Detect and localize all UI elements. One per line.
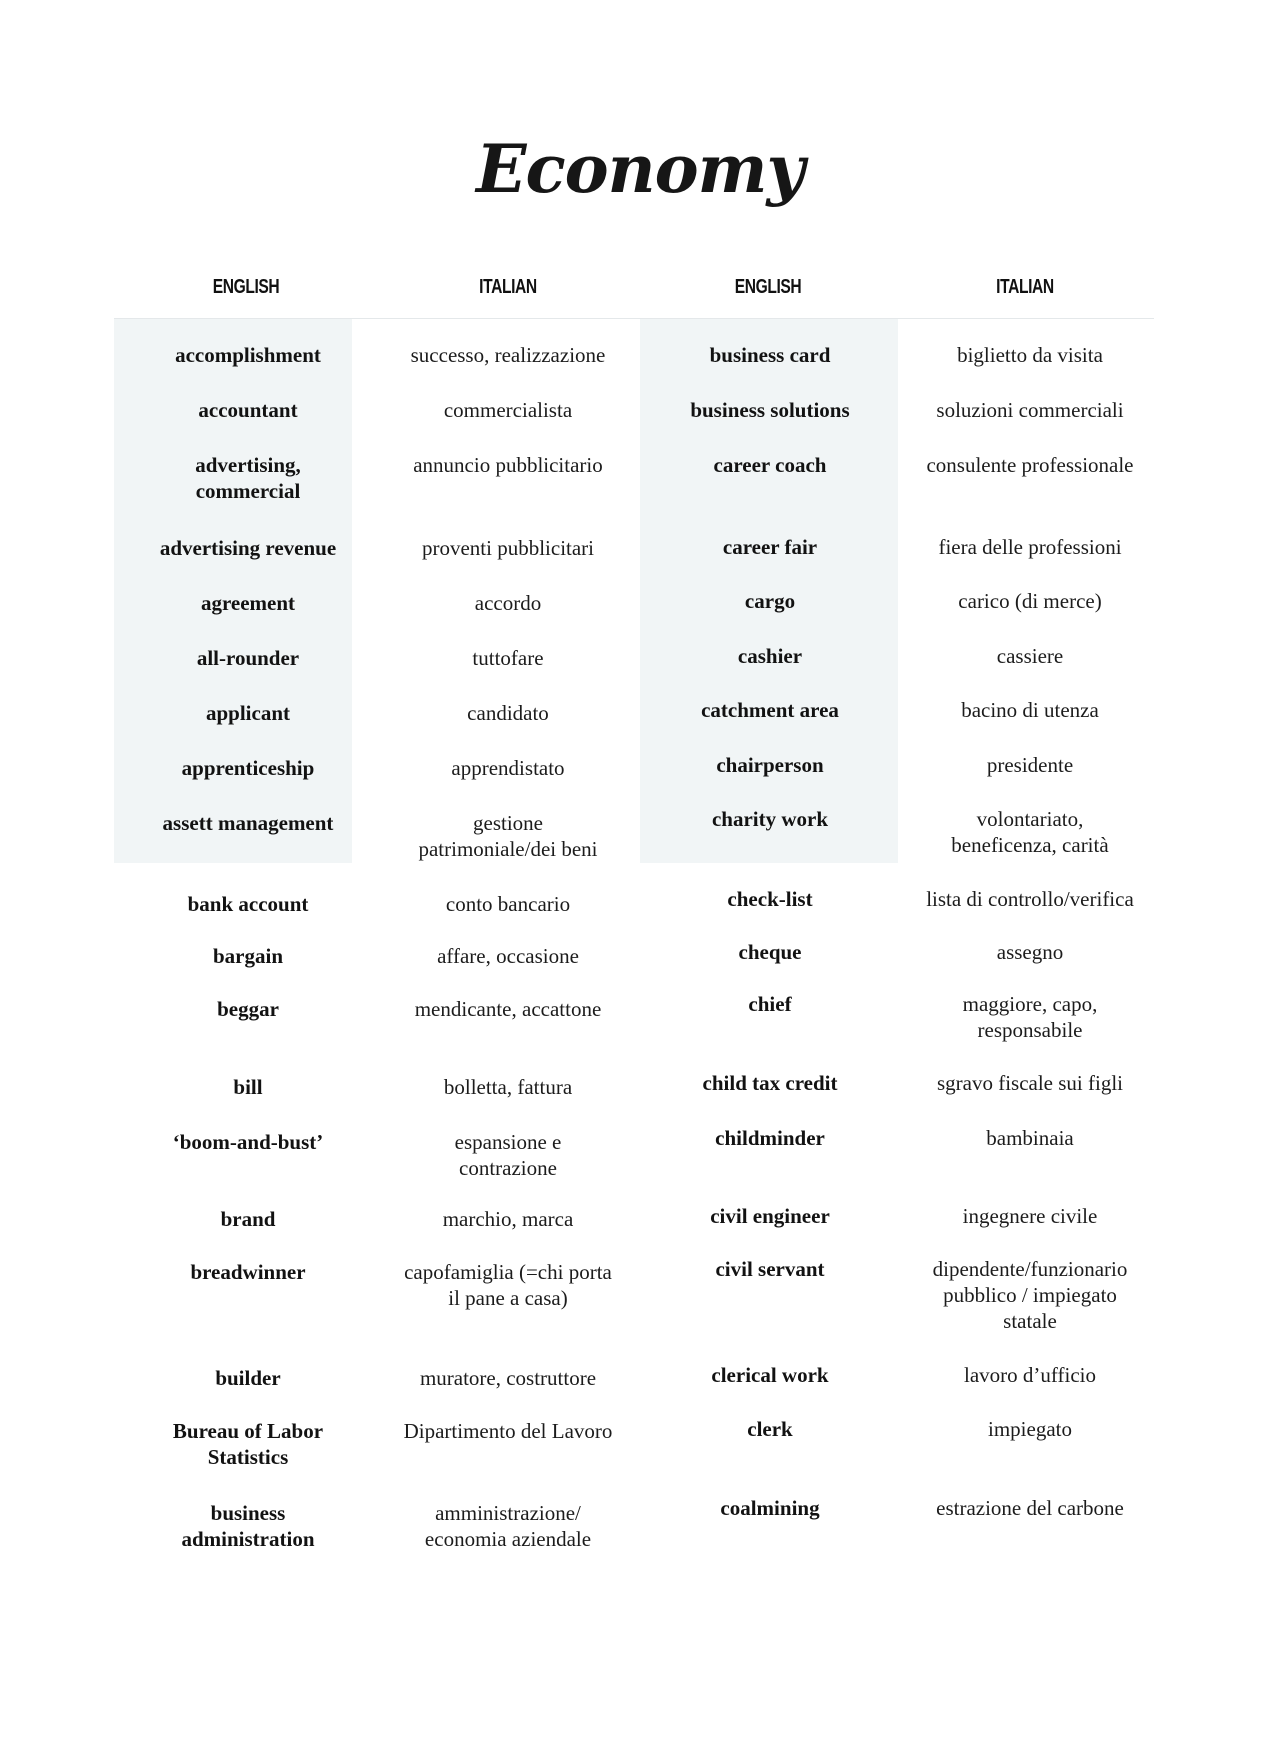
english-term: career coach [713, 453, 827, 477]
italian-translation: Dipartimento del Lavoro [403, 1419, 613, 1443]
italian-translation: muratore, costruttore [419, 1366, 597, 1390]
italian-translation: marchio, marca [442, 1207, 574, 1231]
english-term: business card [709, 343, 831, 367]
english-term: chairperson [716, 753, 824, 777]
english-term: bill [233, 1075, 263, 1099]
italian-translation: accordo [474, 591, 542, 615]
header-english-right: ENGLISH [734, 276, 802, 298]
header-english-left: ENGLISH [212, 276, 280, 298]
english-term: breadwinner [190, 1260, 306, 1284]
italian-translation: proventi pubblicitari [421, 536, 595, 560]
english-term: childminder [715, 1126, 825, 1150]
header-divider [114, 318, 1154, 319]
italian-translation: tuttofare [472, 646, 544, 670]
english-term: accountant [198, 398, 298, 422]
english-term: applicant [205, 701, 291, 725]
italian-translation: candidato [467, 701, 549, 725]
italian-translation: successo, realizzazione [410, 343, 606, 367]
italian-translation: volontariato, beneficenza, carità [951, 807, 1109, 857]
english-term: bank account [187, 892, 309, 916]
italian-translation: amministrazione/ economia aziendale [424, 1501, 592, 1551]
english-term: ‘boom-and-bust’ [172, 1130, 324, 1154]
page-title: Economy [476, 130, 804, 208]
italian-translation: biglietto da visita [957, 343, 1103, 367]
english-term: cashier [737, 644, 803, 668]
italian-translation: bambinaia [986, 1126, 1074, 1150]
italian-translation: bacino di utenza [961, 698, 1099, 722]
italian-translation: commercialista [443, 398, 573, 422]
english-term: advertising revenue [159, 536, 337, 560]
english-term: charity work [711, 807, 829, 831]
english-term: career fair [722, 535, 818, 559]
english-term: apprenticeship [181, 756, 315, 780]
italian-translation: dipendente/funzionario pubblico / impiegato statale [932, 1257, 1128, 1333]
english-term: assett management [162, 811, 334, 835]
italian-translation: lavoro d’ufficio [964, 1363, 1096, 1387]
italian-translation: apprendistato [451, 756, 565, 780]
italian-translation: presidente [986, 753, 1074, 777]
italian-translation: estrazione del carbone [936, 1496, 1124, 1520]
english-term: business administration [181, 1501, 315, 1551]
english-term: child tax credit [702, 1071, 838, 1095]
english-term: builder [215, 1366, 281, 1390]
italian-translation: impiegato [988, 1417, 1072, 1441]
english-term: civil servant [715, 1257, 825, 1281]
italian-translation: sgravo fiscale sui figli [936, 1071, 1124, 1095]
header-italian-right: ITALIAN [996, 276, 1054, 298]
italian-translation: fiera delle professioni [938, 535, 1122, 559]
italian-translation: mendicante, accattone [414, 997, 602, 1021]
italian-translation: soluzioni commerciali [936, 398, 1124, 422]
header-italian-left: ITALIAN [479, 276, 537, 298]
italian-translation: cassiere [996, 644, 1064, 668]
english-term: business solutions [690, 398, 850, 422]
italian-translation: affare, occasione [437, 944, 579, 968]
english-term: brand [220, 1207, 276, 1231]
italian-translation: conto bancario [445, 892, 571, 916]
english-term: cargo [744, 589, 796, 613]
english-term: civil engineer [710, 1204, 830, 1228]
italian-translation: gestione patrimoniale/dei beni [418, 811, 598, 861]
italian-translation: annuncio pubblicitario [413, 453, 603, 477]
english-term: cheque [738, 940, 802, 964]
italian-translation: maggiore, capo, responsabile [962, 992, 1098, 1042]
italian-translation: bolletta, fattura [443, 1075, 573, 1099]
english-term: clerical work [711, 1363, 829, 1387]
english-term: agreement [200, 591, 296, 615]
english-term: advertising, commercial [195, 453, 301, 503]
english-term: check-list [727, 887, 813, 911]
english-term: all-rounder [196, 646, 300, 670]
english-term: beggar [217, 997, 279, 1021]
english-term: coalmining [720, 1496, 820, 1520]
english-term: accomplishment [175, 343, 321, 367]
english-term: clerk [747, 1417, 793, 1441]
english-term: chief [748, 992, 792, 1016]
english-term: catchment area [701, 698, 839, 722]
italian-translation: consulente professionale [926, 453, 1134, 477]
english-term: bargain [212, 944, 283, 968]
italian-translation: ingegnere civile [962, 1204, 1098, 1228]
italian-translation: espansione e contrazione [454, 1130, 562, 1180]
italian-translation: capofamiglia (=chi porta il pane a casa) [404, 1260, 612, 1310]
italian-translation: lista di controllo/verifica [926, 887, 1134, 911]
italian-translation: carico (di merce) [958, 589, 1102, 613]
english-term: Bureau of Labor Statistics [172, 1419, 324, 1469]
italian-translation: assegno [996, 940, 1064, 964]
